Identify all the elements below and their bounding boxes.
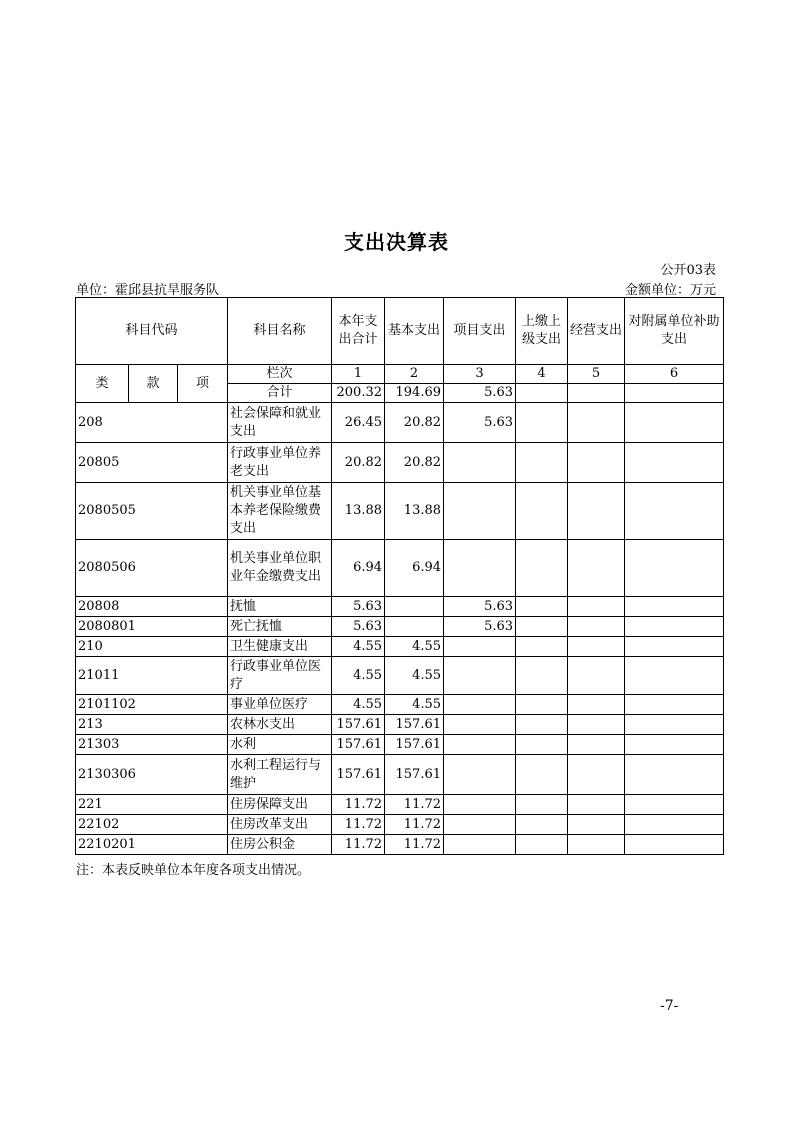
total-basic: 194.69 — [385, 384, 444, 403]
col-index-3: 3 — [444, 365, 516, 384]
table-row — [76, 735, 724, 755]
amount-total: 11.72 — [332, 835, 385, 855]
table-row — [76, 695, 724, 715]
amount-project — [444, 735, 516, 755]
amount-operating — [568, 597, 625, 617]
header-xiang: 项 — [178, 365, 228, 403]
subject-name: 住房公积金 — [228, 835, 332, 855]
amount-operating — [568, 835, 625, 855]
total-project: 5.63 — [444, 384, 516, 403]
header-operating: 经营支出 — [568, 298, 625, 365]
amount-basic — [385, 617, 444, 637]
table-row — [76, 755, 724, 795]
amount-basic: 11.72 — [385, 815, 444, 835]
amount-operating — [568, 403, 625, 443]
amount-operating — [568, 735, 625, 755]
amount-basic: 11.72 — [385, 795, 444, 815]
amount-upper — [516, 540, 568, 597]
amount-total: 4.55 — [332, 657, 385, 695]
header-row — [76, 298, 724, 365]
table-row — [76, 597, 724, 617]
header-lanci: 栏次 — [228, 365, 332, 384]
amount-project — [444, 540, 516, 597]
table-row — [76, 795, 724, 815]
subject-code: 20805 — [76, 443, 228, 483]
amount-upper — [516, 617, 568, 637]
subject-code: 2101102 — [76, 695, 228, 715]
amount-basic: 157.61 — [385, 755, 444, 795]
amount-subsidy — [625, 597, 724, 617]
amount-subsidy — [625, 815, 724, 835]
subject-code: 2080801 — [76, 617, 228, 637]
amount-project — [444, 637, 516, 657]
amount-upper — [516, 715, 568, 735]
subject-name: 住房改革支出 — [228, 815, 332, 835]
header-lei: 类 — [76, 365, 129, 403]
amount-basic: 6.94 — [385, 540, 444, 597]
total-operating — [568, 384, 625, 403]
col-index-2: 2 — [385, 365, 444, 384]
amount-upper — [516, 795, 568, 815]
subject-name: 水利 — [228, 735, 332, 755]
amount-total: 5.63 — [332, 597, 385, 617]
amount-subsidy — [625, 657, 724, 695]
amount-unit-label: 金额单位：万元 — [624, 283, 716, 298]
amount-upper — [516, 483, 568, 540]
amount-operating — [568, 483, 625, 540]
subject-code: 210 — [76, 637, 228, 657]
form-number: 公开03表 — [660, 263, 716, 278]
subject-code: 2210201 — [76, 835, 228, 855]
unit-label: 单位：霍邱县抗旱服务队 — [76, 283, 220, 298]
amount-total: 11.72 — [332, 815, 385, 835]
amount-operating — [568, 715, 625, 735]
footnote: 注：本表反映单位本年度各项支出情况。 — [76, 863, 311, 878]
table-row — [76, 637, 724, 657]
amount-project — [444, 657, 516, 695]
amount-subsidy — [625, 735, 724, 755]
amount-subsidy — [625, 715, 724, 735]
total-subsidy — [625, 384, 724, 403]
amount-project — [444, 795, 516, 815]
header-upper: 上缴上级支出 — [516, 298, 568, 365]
amount-basic: 20.82 — [385, 443, 444, 483]
amount-basic: 157.61 — [385, 715, 444, 735]
amount-upper — [516, 443, 568, 483]
amount-upper — [516, 657, 568, 695]
amount-upper — [516, 755, 568, 795]
amount-operating — [568, 657, 625, 695]
table-row — [76, 715, 724, 735]
header-kuan: 款 — [129, 365, 178, 403]
amount-basic: 157.61 — [385, 735, 444, 755]
amount-total: 20.82 — [332, 443, 385, 483]
subject-code: 2130306 — [76, 755, 228, 795]
total-amount: 200.32 — [332, 384, 385, 403]
col-index-5: 5 — [568, 365, 625, 384]
table-row — [76, 443, 724, 483]
subject-code: 221 — [76, 795, 228, 815]
amount-total: 13.88 — [332, 483, 385, 540]
column-index-row — [76, 365, 724, 384]
amount-total: 157.61 — [332, 715, 385, 735]
subject-name: 机关事业单位基本养老保险缴费支出 — [228, 483, 332, 540]
amount-project: 5.63 — [444, 617, 516, 637]
subject-code: 20808 — [76, 597, 228, 617]
amount-project: 5.63 — [444, 597, 516, 617]
subject-code: 22102 — [76, 815, 228, 835]
amount-total: 4.55 — [332, 695, 385, 715]
amount-upper — [516, 695, 568, 715]
table-row — [76, 403, 724, 443]
amount-project — [444, 483, 516, 540]
table-row — [76, 835, 724, 855]
col-index-6: 6 — [625, 365, 724, 384]
table-row — [76, 815, 724, 835]
amount-upper — [516, 597, 568, 617]
amount-subsidy — [625, 540, 724, 597]
amount-subsidy — [625, 835, 724, 855]
amount-total: 6.94 — [332, 540, 385, 597]
amount-project — [444, 835, 516, 855]
header-name: 科目名称 — [228, 298, 332, 365]
amount-subsidy — [625, 795, 724, 815]
total-upper — [516, 384, 568, 403]
amount-project — [444, 715, 516, 735]
total-label: 合计 — [228, 384, 332, 403]
amount-upper — [516, 815, 568, 835]
amount-operating — [568, 695, 625, 715]
amount-total: 26.45 — [332, 403, 385, 443]
subject-name: 卫生健康支出 — [228, 637, 332, 657]
subject-name: 抚恤 — [228, 597, 332, 617]
amount-total: 5.63 — [332, 617, 385, 637]
subject-name: 行政事业单位养老支出 — [228, 443, 332, 483]
amount-operating — [568, 443, 625, 483]
amount-project — [444, 443, 516, 483]
amount-subsidy — [625, 403, 724, 443]
amount-subsidy — [625, 483, 724, 540]
amount-total: 157.61 — [332, 755, 385, 795]
header-total: 本年支出合计 — [332, 298, 385, 365]
amount-upper — [516, 637, 568, 657]
subject-name: 社会保障和就业支出 — [228, 403, 332, 443]
amount-basic: 13.88 — [385, 483, 444, 540]
amount-basic — [385, 597, 444, 617]
table-row — [76, 540, 724, 597]
subject-code: 213 — [76, 715, 228, 735]
subject-name: 水利工程运行与维护 — [228, 755, 332, 795]
amount-upper — [516, 403, 568, 443]
expenditure-table — [75, 297, 724, 855]
col-index-4: 4 — [516, 365, 568, 384]
subject-code: 208 — [76, 403, 228, 443]
amount-subsidy — [625, 695, 724, 715]
amount-operating — [568, 795, 625, 815]
amount-operating — [568, 637, 625, 657]
amount-project — [444, 755, 516, 795]
subject-code: 21011 — [76, 657, 228, 695]
subject-name: 机关事业单位职业年金缴费支出 — [228, 540, 332, 597]
subject-name: 住房保障支出 — [228, 795, 332, 815]
amount-project — [444, 815, 516, 835]
amount-basic: 4.55 — [385, 657, 444, 695]
header-code: 科目代码 — [76, 298, 228, 365]
amount-upper — [516, 835, 568, 855]
header-subsidy: 对附属单位补助支出 — [625, 298, 724, 365]
amount-operating — [568, 815, 625, 835]
amount-total: 4.55 — [332, 637, 385, 657]
subject-name: 行政事业单位医疗 — [228, 657, 332, 695]
subject-name: 农林水支出 — [228, 715, 332, 735]
table-row — [76, 657, 724, 695]
amount-subsidy — [625, 637, 724, 657]
amount-basic: 11.72 — [385, 835, 444, 855]
amount-total: 11.72 — [332, 795, 385, 815]
page-number: -7- — [660, 998, 679, 1014]
amount-operating — [568, 540, 625, 597]
amount-basic: 4.55 — [385, 637, 444, 657]
subject-name: 事业单位医疗 — [228, 695, 332, 715]
amount-total: 157.61 — [332, 735, 385, 755]
amount-subsidy — [625, 617, 724, 637]
amount-subsidy — [625, 443, 724, 483]
amount-operating — [568, 617, 625, 637]
amount-basic: 4.55 — [385, 695, 444, 715]
amount-project: 5.63 — [444, 403, 516, 443]
col-index-1: 1 — [332, 365, 385, 384]
amount-project — [444, 695, 516, 715]
header-project: 项目支出 — [444, 298, 516, 365]
page-title: 支出决算表 — [344, 230, 449, 254]
amount-upper — [516, 735, 568, 755]
subject-name: 死亡抚恤 — [228, 617, 332, 637]
amount-subsidy — [625, 755, 724, 795]
subject-code: 2080505 — [76, 483, 228, 540]
table-row — [76, 483, 724, 540]
subject-code: 2080506 — [76, 540, 228, 597]
header-basic: 基本支出 — [385, 298, 444, 365]
amount-operating — [568, 755, 625, 795]
table-row — [76, 617, 724, 637]
subject-code: 21303 — [76, 735, 228, 755]
amount-basic: 20.82 — [385, 403, 444, 443]
